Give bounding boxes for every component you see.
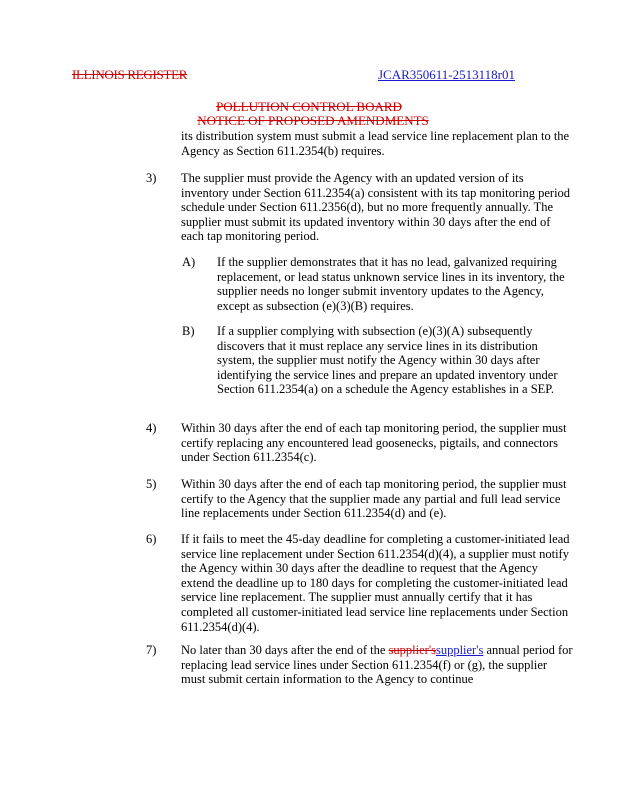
item7-before: No later than 30 days after the end of the: [181, 643, 389, 657]
item-text: Within 30 days after the end of each tap monitoring period, the supplier must certify to the Agency that the supplier made any partial and full lead service line replacements under Section 611.2354(d) and (e).: [181, 477, 567, 521]
deleted-text: supplier's: [388, 643, 436, 657]
notice-title: NOTICE OF PROPOSED AMENDMENTS: [197, 113, 429, 128]
board-title: POLLUTION CONTROL BOARD: [216, 99, 402, 114]
item-text: If it fails to meet the 45-day deadline for completing a customer-initiated lead service line replacement under Section 611.2354(d)(4), a supplier must notify the Agency within 30 days after the deadline to request that the Agency extend the deadline up to 180 days for completing the customer-initiated lead service line replacement. The supplier must annually certify that it has completed all customer-initiated lead service line replacements under Section 611.2354(d)(4).: [181, 532, 570, 634]
jcar-id: JCAR350611-2513118r01: [378, 67, 515, 82]
register-header: ILLINOIS REGISTER: [72, 67, 188, 82]
inserted-text: supplier's: [435, 643, 484, 657]
subitem-text: If a supplier complying with subsection (e)(3)(A) subsequently discovers that it must replace any service lines in its distribution system, the supplier must notify the Agency within 30 days after identifying the service lines and prepare an updated inventory under Section 611.2354(a) on a schedule the Agency establishes in a SEP.: [217, 324, 558, 397]
continuation-text: its distribution system must submit a lead service line replacement plan to the Agency as Section 611.2354(b) requires.: [181, 129, 570, 158]
item-number: 7): [146, 643, 157, 657]
subitem-number: A): [182, 255, 196, 269]
item7-after: annual period for replacing lead service lines under Section 611.2354(f) or (g), the supplier must submit certain information to the Agency to continue: [181, 643, 573, 687]
subitem-number: B): [182, 324, 195, 338]
item-text: [181, 643, 573, 687]
item-number: 5): [146, 477, 157, 491]
item-text: Within 30 days after the end of each tap monitoring period, the supplier must certify replacing any encountered lead goosenecks, pigtails, and connectors under Section 611.2354(c).: [181, 421, 567, 465]
item-number: 3): [146, 171, 157, 185]
item-text: The supplier must provide the Agency with an updated version of its inventory under Section 611.2354(a) consistent with its tap monitoring period schedule under Section 611.2356(d), but no more frequently annually. The supplier must submit its updated inventory within 30 days after the end of each tap monitoring period.: [181, 171, 571, 244]
item-number: 4): [146, 421, 157, 435]
subitem-text: If the supplier demonstrates that it has no lead, galvanized requiring replacement, or lead status unknown service lines in its inventory, the supplier needs no longer submit inventory updates to the Agency, except as subsection (e)(3)(B) requires.: [217, 255, 565, 313]
item-number: 6): [146, 532, 157, 546]
